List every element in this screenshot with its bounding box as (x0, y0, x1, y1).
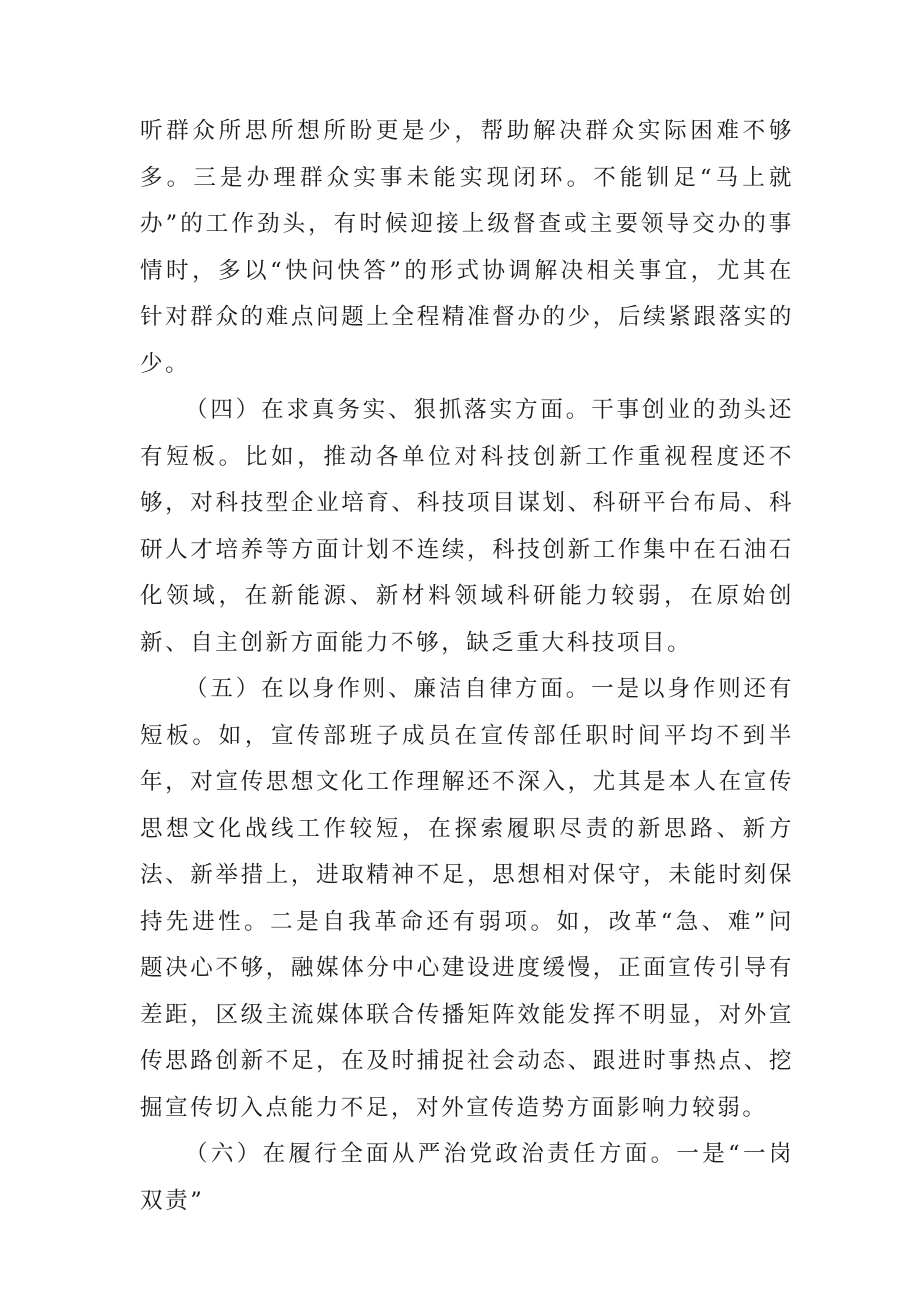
paragraph-section-four: （四）在求真务实、狠抓落实方面。干事创业的劲头还有短板。比如，推动各单位对科技创新工作重视程度还不够，对科技型企业培育、科技项目谋划、科研平台布局、科研人才培养等方面计划不连续，科技创新工作集中在石油石化领域，在新能源、新材料领域科研能力较弱，在原始创新、自主创新方面能力不够，缺乏重大科技项目。 (140, 397, 794, 656)
paragraph-continued: 听群众所思所想所盼更是少，帮助解决群众实际困难不够多。三是办理群众实事未能实现闭环。不能钏足“马上就办”的工作劲头，有时候迎接上级督查或主要领导交办的事情时，多以“快问快答”的形式协调解决相关事宜，尤其在针对群众的难点问题上全程精准督办的少，后续紧跟落实的少。 (140, 118, 794, 377)
paragraph-section-six: （六）在履行全面从严治党政治责任方面。一是“一岗双责” (140, 1141, 794, 1214)
document-body (140, 108, 794, 1224)
paragraph-section-five: （五）在以身作则、廉洁自律方面。一是以身作则还有短板。如，宣传部班子成员在宣传部任职时间平均不到半年，对宣传思想文化工作理解还不深入，尤其是本人在宣传思想文化战线工作较短，在探索履职尽责的新思路、新方法、新举措上，进取精神不足，思想相对保守，未能时刻保持先进性。二是自我革命还有弱项。如，改革“急、难”问题决心不够，融媒体分中心建设进度缓慢，正面宣传引导有差距，区级主流媒体联合传播矩阵效能发挥不明显，对外宣传思路创新不足，在及时捕捉社会动态、跟进时事热点、挖掘宣传切入点能力不足，对外宣传造势方面影响力较弱。 (140, 676, 794, 1121)
